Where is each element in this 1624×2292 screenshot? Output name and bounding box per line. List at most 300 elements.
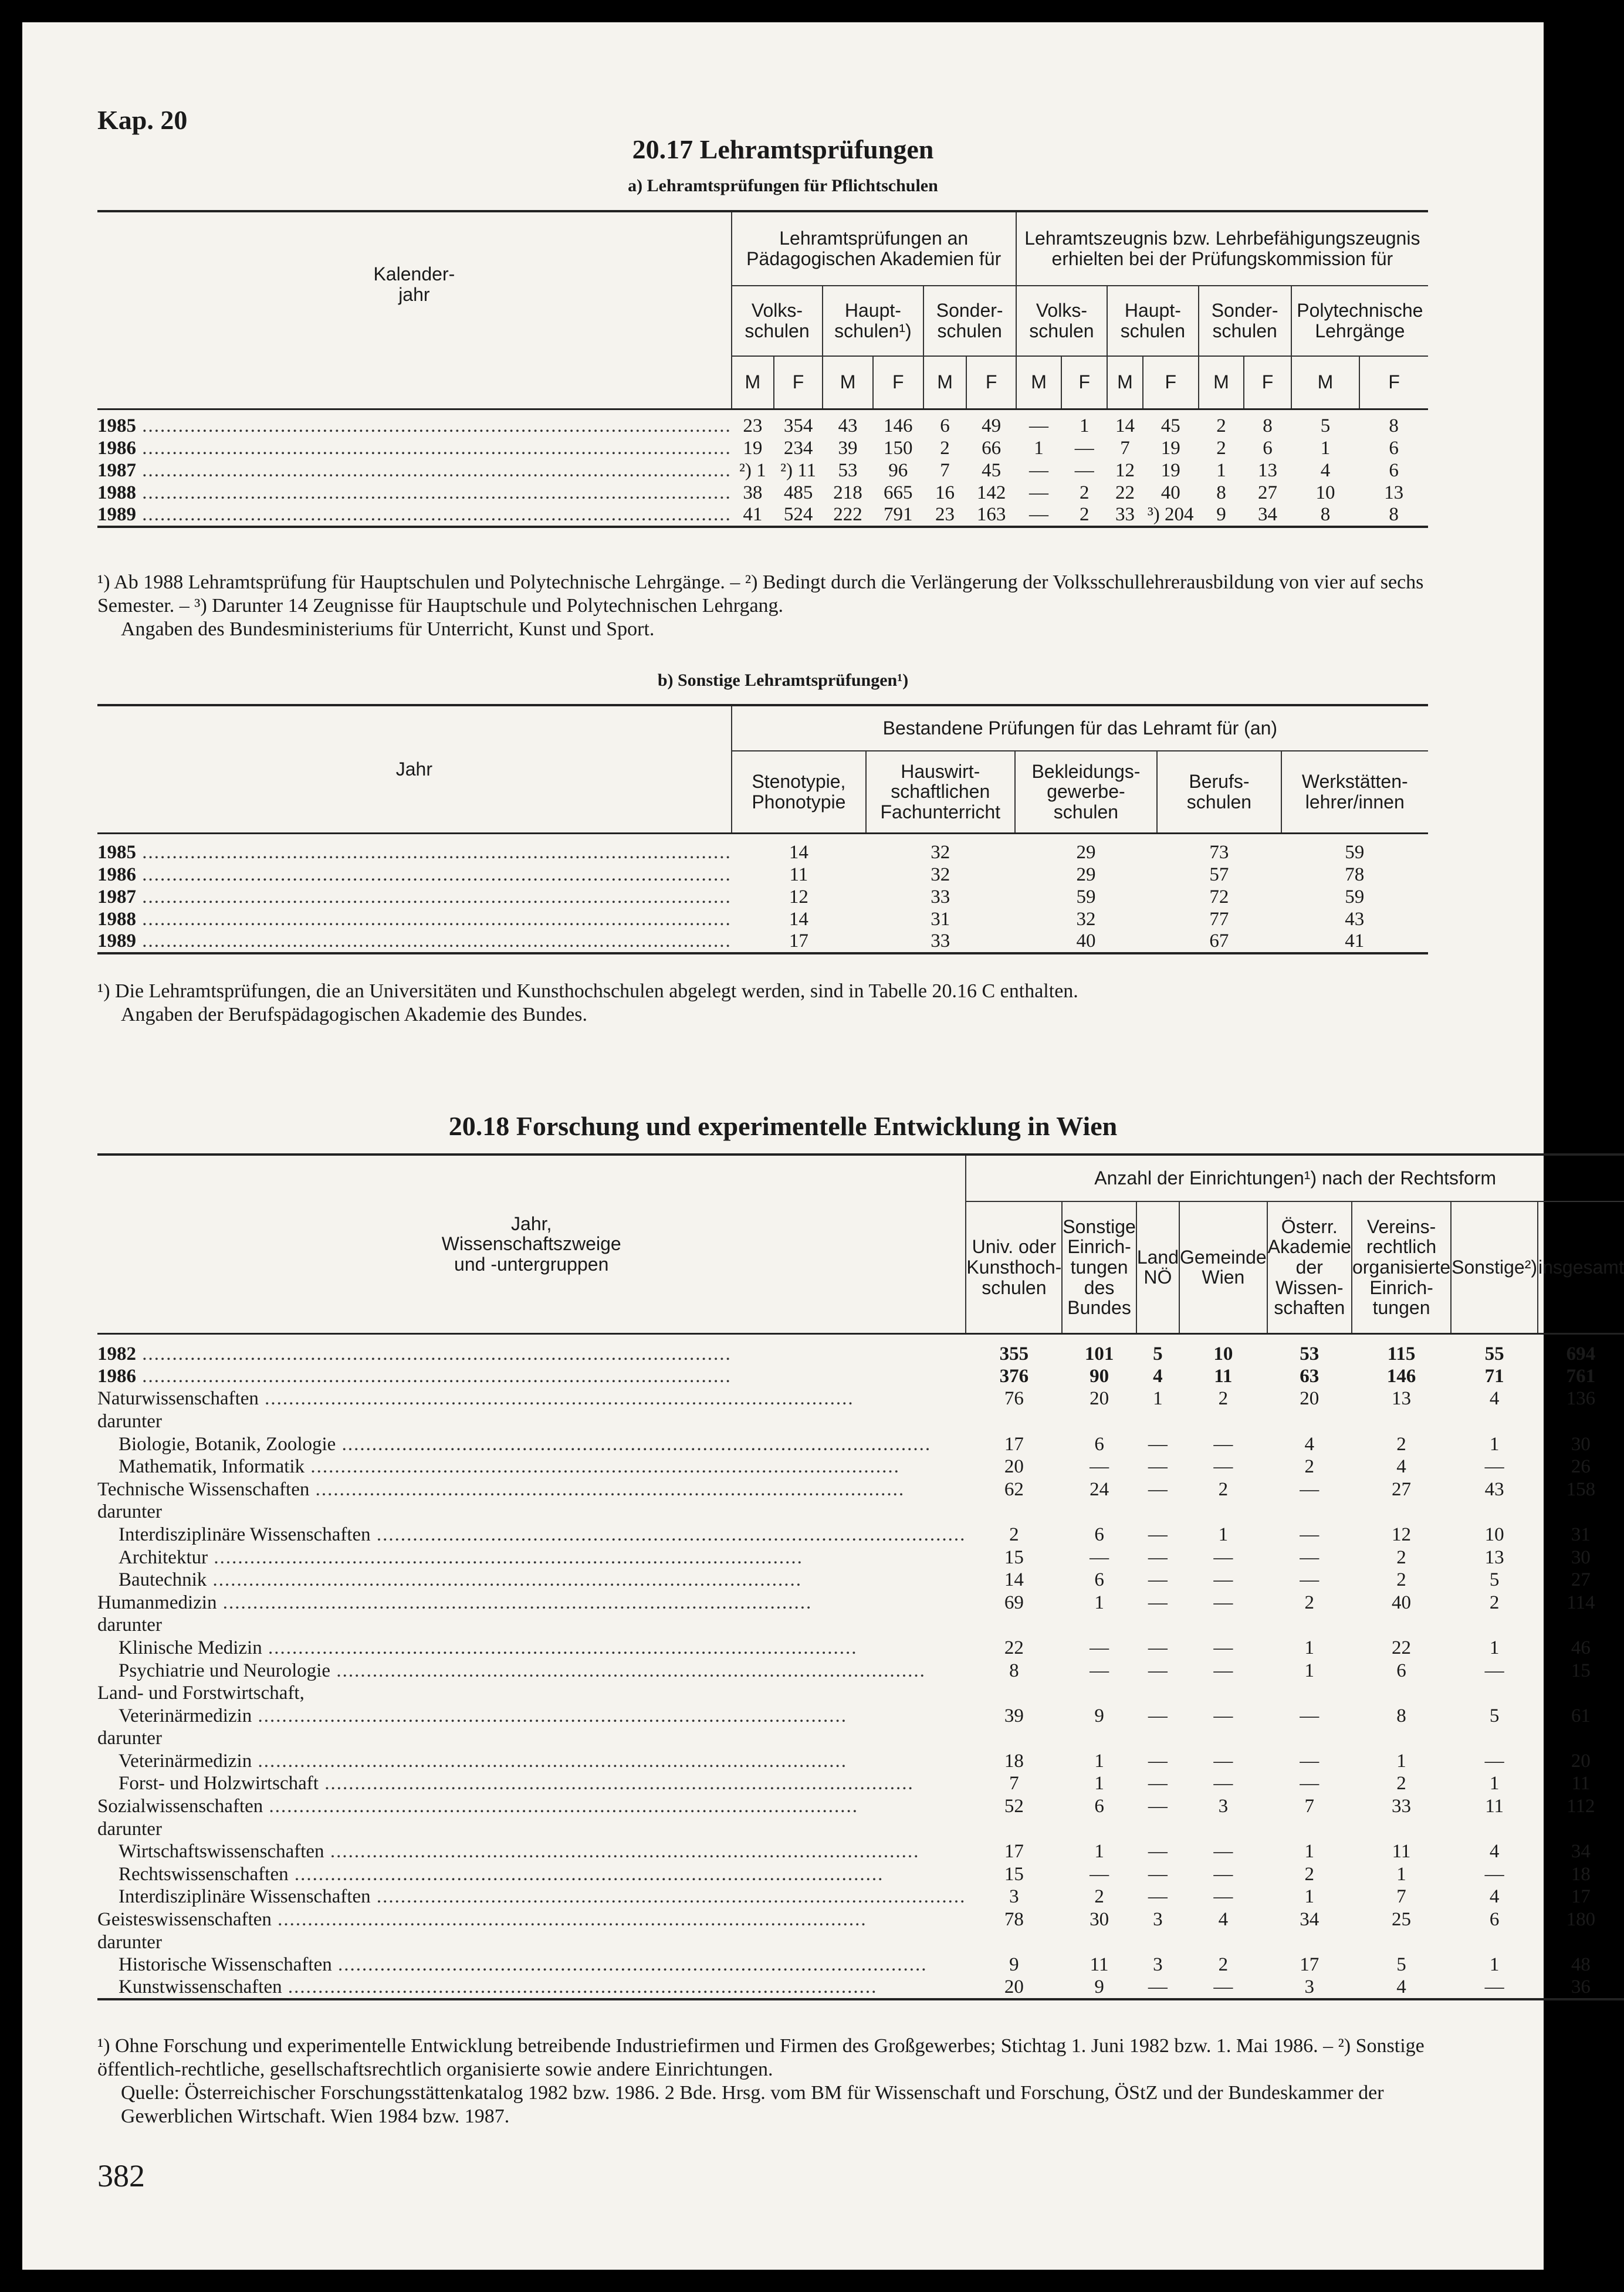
- table-cell: 665: [883, 482, 913, 503]
- table-row: [97, 1637, 1624, 1660]
- row-label-text: Interdisziplinäre Wissenschaften: [119, 1524, 371, 1545]
- table-cell: 376: [999, 1365, 1029, 1387]
- table-cell: —: [1148, 1433, 1168, 1455]
- table-cell: 2: [1489, 1592, 1500, 1613]
- table-cell: 12: [1392, 1524, 1412, 1545]
- row-label-text: Land- und Forstwirtschaft,: [97, 1682, 304, 1704]
- table-cell: 22: [1392, 1637, 1412, 1658]
- table-cell: 2: [1396, 1569, 1406, 1591]
- table-row: [97, 1478, 1624, 1501]
- row-label: [97, 1455, 966, 1478]
- table-row: [97, 1728, 1624, 1751]
- row-label-text: 1982: [97, 1343, 136, 1365]
- row-label-text: Technische Wissenschaften: [97, 1478, 310, 1500]
- leader-dots: ..................................................................................................: [136, 842, 732, 863]
- row-label: [97, 1750, 966, 1773]
- table-cell: 5: [1320, 415, 1331, 436]
- table-cell: 69: [1004, 1592, 1024, 1613]
- table-cell: [1062, 1931, 1136, 1954]
- table-cell: 40: [1161, 482, 1180, 503]
- table-cell: 17: [732, 930, 866, 953]
- table-cell: ³) 204: [1143, 504, 1199, 527]
- row-label-text: darunter: [97, 1501, 162, 1523]
- group-pruefungskommission: Lehramtszeugnis bzw. Lehrbefähigungszeugnis erhielten bei der Prüfungskommission für: [1016, 211, 1428, 286]
- table-cell: 11: [789, 864, 808, 885]
- table-cell: 36: [1538, 1976, 1624, 1999]
- table-row: [97, 1388, 1624, 1411]
- table-cell: 2: [1304, 1592, 1315, 1613]
- table-cell: [1352, 1410, 1451, 1433]
- table-cell: [1136, 1682, 1179, 1705]
- table-cell: 5: [1396, 1954, 1406, 1976]
- table-cell: [1451, 1501, 1538, 1524]
- table-cell: 1: [1094, 1841, 1104, 1863]
- row-label: [97, 1886, 966, 1909]
- subcol-header: Österr. Akademie der Wissen- schaften: [1267, 1201, 1352, 1333]
- table-cell: 146: [1386, 1365, 1416, 1387]
- table-cell: 43: [1484, 1478, 1504, 1500]
- table-cell: 6: [1263, 437, 1273, 459]
- table-cell: 53: [1300, 1343, 1320, 1365]
- table-cell: [966, 1501, 1062, 1524]
- table-cell: [1352, 1818, 1451, 1841]
- year-label: 1987: [97, 459, 136, 481]
- leader-dots: ..................................................................................................: [304, 1456, 900, 1478]
- subcol-header: Volks- schulen: [1016, 286, 1107, 356]
- row-label-text: Interdisziplinäre Wissenschaften: [119, 1886, 371, 1908]
- table-cell: 30: [1571, 1433, 1591, 1455]
- row-label-text: Forst- und Holzwirtschaft: [119, 1773, 319, 1795]
- row-label-text: Kunstwissenschaften: [119, 1976, 282, 1998]
- table-row: [97, 1705, 1624, 1728]
- leader-dots: ..................................................................................................: [208, 1546, 803, 1568]
- row-label: [97, 1410, 966, 1433]
- table-cell: 3: [1267, 1976, 1352, 1999]
- table-cell: —: [1300, 1773, 1320, 1795]
- row-label-text: darunter: [97, 1931, 162, 1953]
- table-row: [97, 1863, 1624, 1886]
- table-cell: 761: [1566, 1365, 1596, 1387]
- table-cell: 8: [1396, 1705, 1406, 1726]
- table-cell: 11: [1214, 1365, 1233, 1387]
- table-cell: 31: [931, 908, 950, 930]
- row-label: [97, 1569, 966, 1592]
- subcol-header: Gemeinde Wien: [1179, 1201, 1267, 1333]
- table-cell: —: [1213, 1546, 1233, 1568]
- table-2017a-footnote: [97, 571, 1435, 641]
- col-kalenderjahr: Kalender- jahr: [97, 211, 732, 356]
- table-cell: 26: [1571, 1456, 1591, 1478]
- table-cell: [966, 1931, 1062, 1954]
- table-cell: 1: [1094, 1750, 1104, 1772]
- row-label: [97, 1501, 966, 1524]
- table-cell: —: [1300, 1478, 1320, 1500]
- table-cell: [1451, 1682, 1538, 1705]
- table-cell: —: [1148, 1796, 1168, 1817]
- leader-dots: ..................................................................................................: [136, 930, 732, 952]
- leader-dots: ..................................................................................................: [331, 1954, 928, 1976]
- table-cell: [1538, 1501, 1624, 1524]
- table-cell: 11: [1571, 1773, 1591, 1795]
- table-cell: [1136, 1728, 1179, 1751]
- table-row: [97, 1931, 1624, 1954]
- table-cell: 73: [1209, 842, 1229, 863]
- table-cell: 1: [1080, 415, 1090, 436]
- table-cell: 6: [1094, 1796, 1104, 1817]
- table-2018-footnote: [97, 2034, 1435, 2128]
- row-label-text: Geisteswissenschaften: [97, 1909, 272, 1931]
- table-row: [97, 1614, 1624, 1637]
- subcol-header: Stenotypie, Phonotypie: [732, 751, 866, 833]
- table-cell: [1267, 1501, 1352, 1524]
- table-cell: 9: [1199, 504, 1244, 527]
- row-year: [97, 482, 732, 504]
- table-cell: 791: [873, 504, 923, 527]
- table-cell: 17: [1300, 1954, 1320, 1976]
- row-label: [97, 1908, 966, 1931]
- table-cell: 23: [743, 415, 763, 436]
- mf-header: F: [1061, 356, 1107, 409]
- table-row: [97, 459, 1428, 482]
- table-cell: 27: [1258, 482, 1278, 503]
- table-cell: 2: [1218, 1388, 1229, 1410]
- table-cell: —: [1213, 1886, 1233, 1908]
- table-cell: [1538, 1931, 1624, 1954]
- row-label: [97, 1637, 966, 1660]
- table-row: [97, 1546, 1624, 1569]
- table-cell: 3: [1218, 1796, 1229, 1817]
- table-cell: 7: [1009, 1773, 1019, 1795]
- table-cell: —: [1213, 1433, 1233, 1455]
- table-cell: 20: [1004, 1456, 1024, 1478]
- table-cell: 4: [1489, 1388, 1500, 1410]
- source-text: Angaben der Berufspädagogischen Akademie des Bundes.: [121, 1004, 587, 1026]
- leader-dots: ..................................................................................................: [318, 1773, 914, 1795]
- row-year: [97, 504, 732, 527]
- table-cell: —: [1148, 1705, 1168, 1726]
- table-cell: 34: [1300, 1909, 1320, 1931]
- table-cell: —: [1148, 1750, 1168, 1772]
- table-cell: 62: [1004, 1478, 1024, 1500]
- table-cell: 53: [838, 459, 858, 481]
- table-cell: 8: [1009, 1660, 1019, 1681]
- row-label: [97, 1682, 966, 1705]
- table-row: [97, 1954, 1624, 1976]
- table-cell: ²) 11: [780, 459, 817, 481]
- table-cell: 49: [982, 415, 1002, 436]
- table-row: [97, 1886, 1624, 1909]
- table-cell: 23: [923, 504, 967, 527]
- table-cell: 29: [1076, 842, 1096, 863]
- table-cell: 24: [1090, 1478, 1109, 1500]
- subcol-header: Berufs- schulen: [1157, 751, 1281, 833]
- row-label: [97, 1818, 966, 1841]
- table-cell: —: [1029, 415, 1049, 436]
- table-cell: —: [1148, 1546, 1168, 1568]
- row-label-text: darunter: [97, 1410, 162, 1432]
- table-cell: [1179, 1818, 1267, 1841]
- row-label: [97, 1795, 966, 1818]
- table-cell: [1179, 1501, 1267, 1524]
- row-label-text: darunter: [97, 1728, 162, 1749]
- table-cell: 57: [1209, 864, 1229, 885]
- table-cell: 2: [1080, 482, 1090, 503]
- table-cell: 114: [1567, 1592, 1595, 1613]
- table-cell: 1: [1034, 437, 1044, 459]
- table-cell: 59: [1345, 886, 1365, 908]
- leader-dots: ..................................................................................................: [252, 1705, 847, 1726]
- mf-header: M: [732, 356, 774, 409]
- table-row: [97, 1682, 1624, 1705]
- table-cell: 33: [866, 930, 1015, 953]
- table-2017-title: 20.17 Lehramtsprüfungen: [632, 134, 934, 164]
- leader-dots: ..................................................................................................: [258, 1388, 854, 1410]
- row-year: [97, 886, 732, 908]
- table-cell: —: [1148, 1660, 1168, 1681]
- table-cell: [1352, 1614, 1451, 1637]
- table-cell: [1538, 1818, 1624, 1841]
- table-cell: —: [1016, 504, 1062, 527]
- table-cell: 10: [1315, 482, 1335, 503]
- leader-dots: ..................................................................................................: [136, 1365, 732, 1387]
- table-cell: 2: [1061, 504, 1107, 527]
- table-cell: —: [1148, 1524, 1168, 1545]
- table-cell: 355: [999, 1343, 1029, 1365]
- table-cell: 20: [966, 1976, 1062, 1999]
- table-cell: [1352, 1682, 1451, 1705]
- subcol-header: Haupt- schulen: [1107, 286, 1198, 356]
- table-cell: —: [1213, 1773, 1233, 1795]
- table-cell: 13: [1484, 1546, 1504, 1568]
- table-cell: 12: [789, 886, 808, 908]
- table-cell: 33: [931, 886, 950, 908]
- table-row: [97, 1569, 1624, 1592]
- subcol-header: Volks- schulen: [732, 286, 823, 356]
- row-label: [97, 1954, 966, 1976]
- row-label: [97, 1333, 966, 1365]
- row-label: [97, 1931, 966, 1954]
- row-year: [97, 833, 732, 864]
- table-cell: 2: [1216, 437, 1226, 459]
- row-year: [97, 864, 732, 886]
- table-cell: 32: [931, 864, 950, 885]
- table-cell: 19: [1161, 437, 1180, 459]
- table-cell: [1267, 1818, 1352, 1841]
- table-row: [97, 864, 1428, 886]
- table-cell: 30: [1090, 1909, 1109, 1931]
- table-cell: [1267, 1682, 1352, 1705]
- table-cell: 14: [789, 842, 808, 863]
- table-cell: 5: [1153, 1343, 1163, 1365]
- row-label: [97, 1546, 966, 1569]
- table-cell: 78: [1345, 864, 1365, 885]
- table-cell: —: [1148, 1478, 1168, 1500]
- table-cell: 13: [1392, 1388, 1412, 1410]
- row-year: [97, 409, 732, 437]
- table-row: [97, 908, 1428, 930]
- table-cell: [1062, 1682, 1136, 1705]
- table-cell: —: [1300, 1524, 1320, 1545]
- table-cell: [1352, 1728, 1451, 1751]
- page-number: 382: [97, 2158, 145, 2193]
- table-cell: 112: [1567, 1796, 1595, 1817]
- table-cell: 1: [1304, 1841, 1315, 1863]
- table-cell: 13: [1258, 459, 1278, 481]
- row-label-text: Rechtswissenschaften: [119, 1863, 289, 1885]
- table-row: [97, 409, 1428, 437]
- table-cell: 55: [1484, 1343, 1504, 1365]
- col-wissenschaftszweige: Jahr, Wissenschaftszweige und -untergruppen: [97, 1155, 966, 1333]
- subcol-header: Haupt- schulen¹): [823, 286, 923, 356]
- table-cell: —: [1484, 1750, 1504, 1772]
- table-cell: —: [1300, 1546, 1320, 1568]
- table-cell: 41: [732, 504, 774, 527]
- table-row: [97, 1501, 1624, 1524]
- table-cell: 4: [1153, 1365, 1163, 1387]
- table-cell: 8: [1359, 504, 1428, 527]
- table-cell: 63: [1300, 1365, 1320, 1387]
- year-label: 1986: [97, 864, 136, 885]
- leader-dots: ..................................................................................................: [136, 908, 732, 930]
- table-cell: [1179, 1931, 1267, 1954]
- table-cell: [1451, 1614, 1538, 1637]
- table-cell: [966, 1818, 1062, 1841]
- table-cell: 180: [1566, 1909, 1596, 1931]
- year-label: 1989: [97, 930, 136, 952]
- table-cell: 218: [833, 482, 862, 503]
- table-row: [97, 1795, 1624, 1818]
- table-cell: 45: [1161, 415, 1180, 436]
- table-row: [97, 1818, 1624, 1841]
- table-cell: —: [1090, 1660, 1109, 1681]
- table-cell: —: [1148, 1863, 1168, 1885]
- table-cell: 6: [1389, 459, 1399, 481]
- row-year: [97, 437, 732, 459]
- table-cell: 1: [1396, 1863, 1406, 1885]
- table-cell: 1: [1094, 1592, 1104, 1613]
- mf-header: F: [873, 356, 923, 409]
- table-cell: —: [1029, 459, 1049, 481]
- source-text: Quelle: Österreichischer Forschungsstättenkatalog 1982 bzw. 1986. 2 Bde. Hrsg. vom BM für Wissenschaft und Forschung, ÖStZ und der Bundeskammer der Gewerblichen Wirtschaft. Wien 1984 bzw. 1987.: [121, 2082, 1384, 2128]
- table-cell: 11: [1392, 1841, 1411, 1863]
- row-label: [97, 1705, 966, 1728]
- table-cell: 34: [1571, 1841, 1591, 1863]
- table-cell: [1267, 1410, 1352, 1433]
- table-cell: [1267, 1728, 1352, 1751]
- table-cell: 20: [1571, 1750, 1591, 1772]
- mf-header: M: [1016, 356, 1062, 409]
- table-cell: 2: [1304, 1456, 1315, 1478]
- table-row: [97, 437, 1428, 459]
- table-cell: —: [1179, 1976, 1267, 1999]
- subcol-header: Polytechnische Lehrgänge: [1291, 286, 1428, 356]
- table-cell: —: [1148, 1569, 1168, 1591]
- table-cell: 20: [1090, 1388, 1109, 1410]
- table-cell: 10: [1484, 1524, 1504, 1545]
- table-cell: 59: [1345, 842, 1365, 863]
- table-cell: 5: [1489, 1569, 1500, 1591]
- table-cell: 31: [1571, 1524, 1591, 1545]
- row-year: [97, 930, 732, 953]
- table-cell: 17: [1571, 1886, 1591, 1908]
- table-cell: 11: [1090, 1954, 1109, 1976]
- table-cell: —: [1213, 1660, 1233, 1681]
- table-cell: 6: [1389, 437, 1399, 459]
- table-cell: —: [1090, 1456, 1109, 1478]
- table-cell: —: [1484, 1660, 1504, 1681]
- table-row: [97, 886, 1428, 908]
- table-cell: 27: [1392, 1478, 1412, 1500]
- table-cell: —: [1213, 1637, 1233, 1658]
- row-label-text: Biologie, Botanik, Zoologie: [119, 1433, 336, 1455]
- footnote-text: ¹) Ohne Forschung und experimentelle Entwicklung betreibende Industriefirmen und Firmen des Großgewerbes; Stichtag 1. Juni 1982 bzw. 1. Mai 1986. – ²) Sonstige öffentlich-rechtliche, gesellschaftsrechtlich organisierte sowie andere Einrichtungen.: [97, 2035, 1425, 2081]
- table-cell: [1267, 1931, 1352, 1954]
- subcol-header: Sonder- schulen: [1199, 286, 1291, 356]
- table-row: [97, 1410, 1624, 1433]
- leader-dots: ..................................................................................................: [136, 482, 732, 503]
- table-cell: 9: [1062, 1976, 1136, 1999]
- mf-header: M: [1107, 356, 1143, 409]
- table-row: [97, 1433, 1624, 1456]
- table-cell: 13: [1384, 482, 1404, 503]
- table-cell: 32: [1076, 908, 1096, 930]
- subcol-header: Land NÖ: [1136, 1201, 1179, 1333]
- row-label-text: darunter: [97, 1818, 162, 1840]
- table-cell: 1: [1304, 1660, 1315, 1681]
- table-cell: —: [1090, 1863, 1109, 1885]
- mf-header: F: [1359, 356, 1428, 409]
- table-cell: 2: [1396, 1773, 1406, 1795]
- table-row: [97, 1333, 1624, 1365]
- table-cell: 61: [1571, 1705, 1591, 1726]
- table-cell: 524: [774, 504, 823, 527]
- year-label: 1988: [97, 908, 136, 930]
- subcol-header: Sonder- schulen: [923, 286, 1016, 356]
- table-cell: 19: [1161, 459, 1180, 481]
- table-cell: —: [1300, 1569, 1320, 1591]
- table-cell: 2: [1218, 1954, 1229, 1976]
- table-cell: 14: [1115, 415, 1135, 436]
- row-label: [97, 1388, 966, 1411]
- table-cell: —: [1213, 1705, 1233, 1726]
- row-label: [97, 1728, 966, 1751]
- table-row: [97, 504, 1428, 527]
- table-cell: 12: [1115, 459, 1135, 481]
- row-label-text: Psychiatrie und Neurologie: [119, 1660, 331, 1681]
- table-cell: —: [1451, 1976, 1538, 1999]
- table-cell: [966, 1682, 1062, 1705]
- leader-dots: ..................................................................................................: [136, 504, 732, 525]
- table-cell: 15: [1571, 1660, 1591, 1681]
- table-row: [97, 1660, 1624, 1682]
- table-cell: —: [1213, 1863, 1233, 1885]
- table-cell: 1: [1396, 1750, 1406, 1772]
- table-cell: 59: [1076, 886, 1096, 908]
- row-label-text: Klinische Medizin: [119, 1637, 262, 1658]
- table-cell: —: [1213, 1592, 1233, 1613]
- subcol-header: Sonstige²): [1451, 1201, 1538, 1333]
- year-label: 1988: [97, 482, 136, 503]
- table-cell: —: [1074, 459, 1094, 481]
- table-cell: 33: [1107, 504, 1143, 527]
- table-cell: [1136, 1410, 1179, 1433]
- table-cell: 38: [743, 482, 763, 503]
- mf-header: F: [966, 356, 1016, 409]
- row-label-text: Wirtschaftswissenschaften: [119, 1841, 324, 1863]
- leader-dots: ..................................................................................................: [136, 886, 732, 908]
- table-cell: —: [1148, 1886, 1168, 1908]
- leader-dots: ..................................................................................................: [136, 1343, 732, 1365]
